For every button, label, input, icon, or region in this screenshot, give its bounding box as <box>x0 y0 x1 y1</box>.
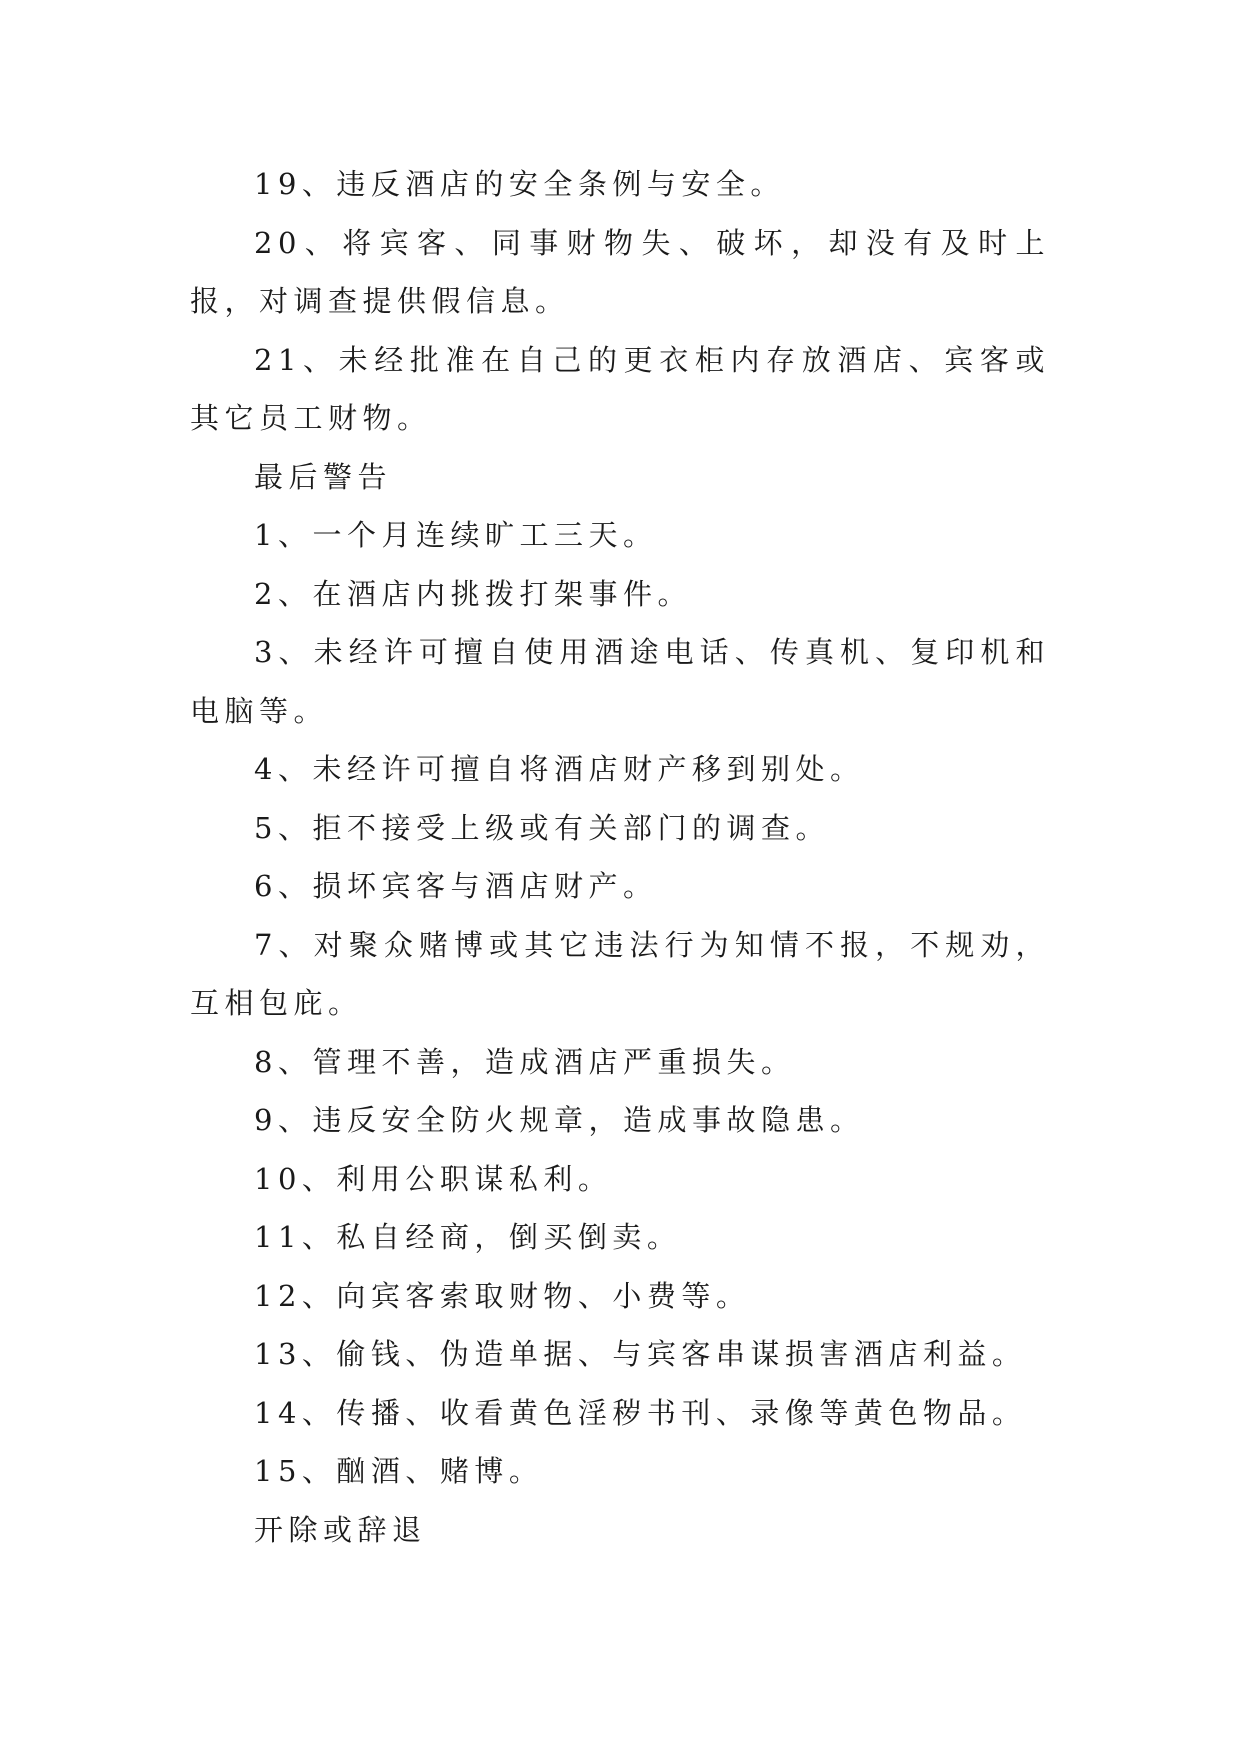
paragraph-warning-13: 13、偷钱、伪造单据、与宾客串谋损害酒店利益。 <box>254 1337 1027 1371</box>
paragraph-warning-9: 9、违反安全防火规章，造成事故隐患。 <box>254 1103 865 1137</box>
paragraph-rule-21: 21、未经批准在自己的更衣柜内存放酒店、宾客或其它员工财物。 <box>190 342 1050 435</box>
paragraph-warning-15: 15、酗酒、赌博。 <box>254 1454 544 1488</box>
document-body <box>190 155 1050 1559</box>
paragraph-warning-14: 14、传播、收看黄色淫秽书刊、录像等黄色物品。 <box>254 1395 1027 1430</box>
paragraph-rule-20: 20、将宾客、同事财物失、破坏，却没有及时上报，对调查提供假信息。 <box>190 225 1050 318</box>
paragraph-warning-8: 8、管理不善，造成酒店严重损失。 <box>254 1044 796 1079</box>
paragraph-warning-2: 2、在酒店内挑拨打架事件。 <box>254 576 692 611</box>
section-heading-dismissal: 开除或辞退 <box>254 1512 427 1547</box>
paragraph-warning-10: 10、利用公职谋私利。 <box>254 1161 613 1196</box>
paragraph-warning-5: 5、拒不接受上级或有关部门的调查。 <box>254 810 830 845</box>
paragraph-warning-3: 3、未经许可擅自使用酒途电话、传真机、复印机和电脑等。 <box>190 635 1050 728</box>
paragraph-warning-1: 1、一个月连续旷工三天。 <box>254 518 658 552</box>
section-heading-final-warning: 最后警告 <box>254 459 393 494</box>
paragraph-warning-6: 6、损坏宾客与酒店财产。 <box>254 869 658 903</box>
paragraph-rule-19: 19、违反酒店的安全条例与安全。 <box>254 167 785 201</box>
paragraph-warning-4: 4、未经许可擅自将酒店财产移到别处。 <box>254 752 865 786</box>
paragraph-warning-11: 11、私自经商，倒买倒卖。 <box>254 1220 682 1254</box>
paragraph-warning-7: 7、对聚众赌博或其它违法行为知情不报，不规劝，互相包庇。 <box>190 927 1050 1020</box>
paragraph-warning-12: 12、向宾客索取财物、小费等。 <box>254 1278 751 1313</box>
